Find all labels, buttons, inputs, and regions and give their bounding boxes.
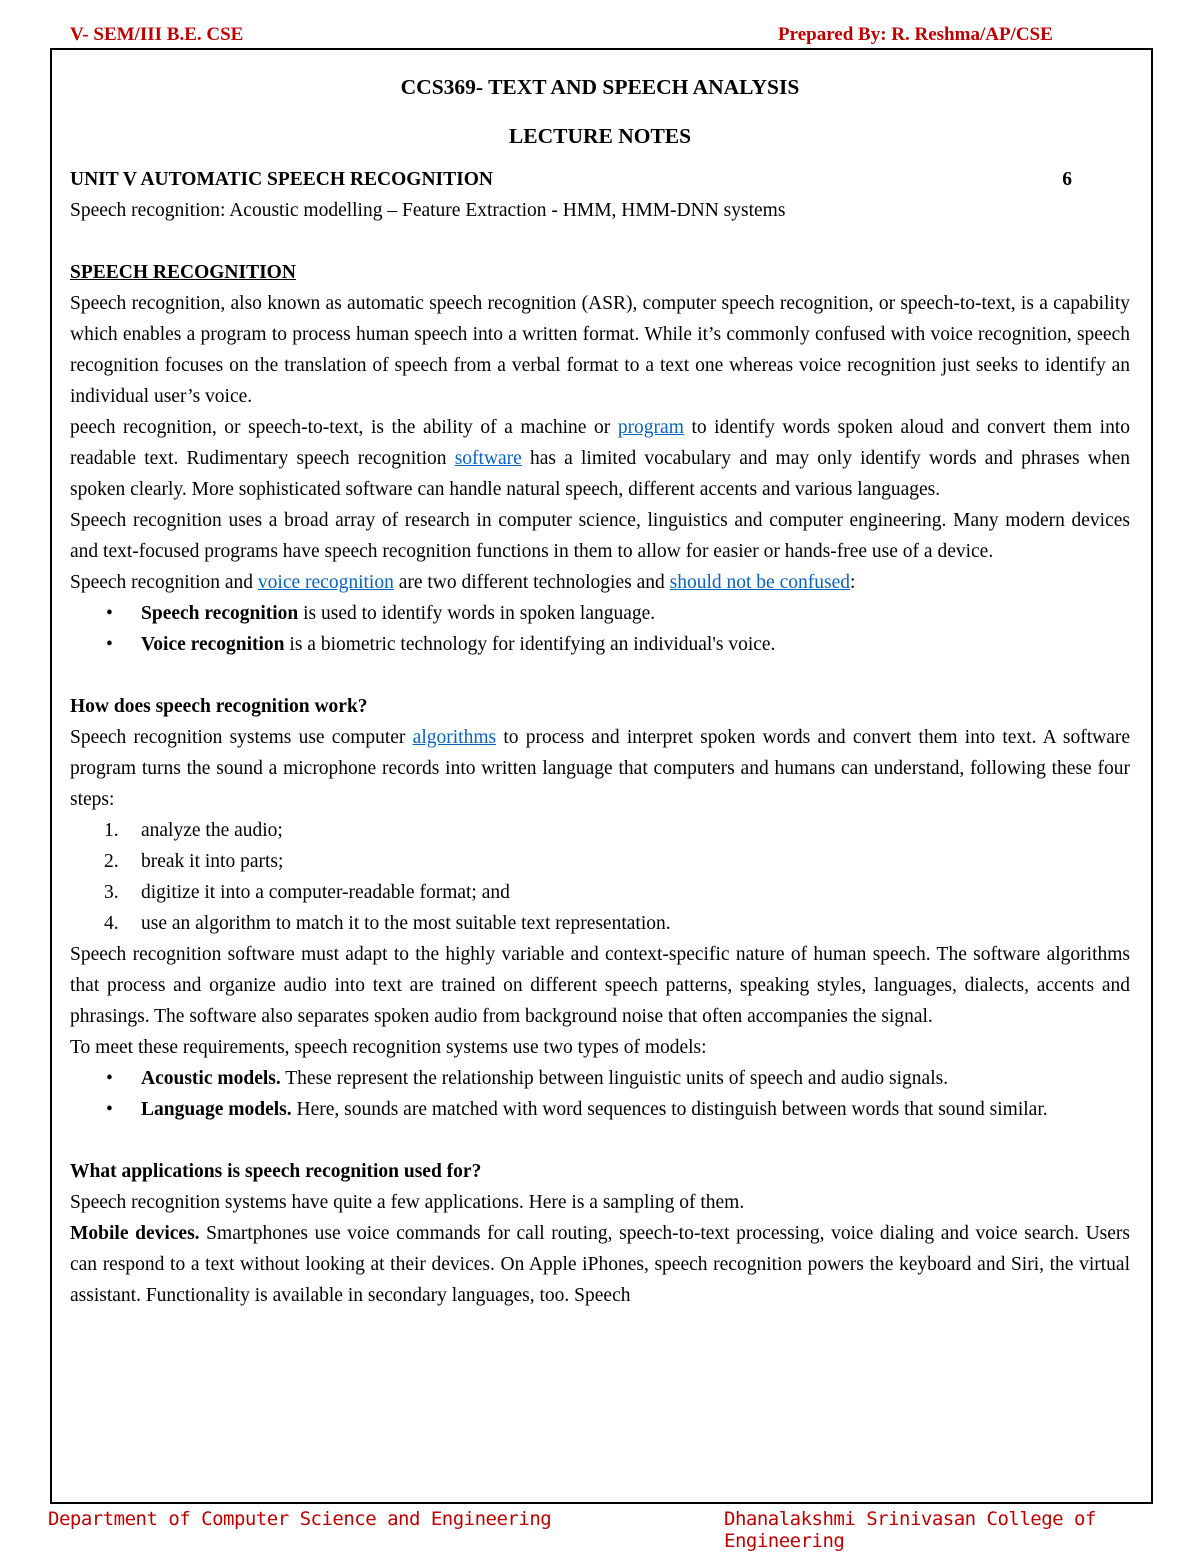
unit-title: UNIT V AUTOMATIC SPEECH RECOGNITION xyxy=(70,169,493,190)
link-should-not-be-confused[interactable]: should not be confused xyxy=(669,572,850,593)
footer-right: Dhanalakshmi Srinivasan College of Engineering xyxy=(724,1508,1096,1552)
bullet-icon: • xyxy=(106,634,113,655)
list-item: • Acoustic models. These represent the relationship between linguistic units of speech and audio signals. xyxy=(70,1063,1130,1094)
link-program[interactable]: program xyxy=(617,417,684,438)
link-voice-recognition[interactable]: voice recognition xyxy=(257,572,394,593)
paragraph: Speech recognition systems have quite a few applications. Here is a sampling of them. xyxy=(70,1192,745,1213)
footer-left: Department of Computer Science and Engineering xyxy=(48,1508,552,1530)
link-software[interactable]: software xyxy=(454,448,522,469)
link-algorithms[interactable]: algorithms xyxy=(412,727,497,748)
bullet-list xyxy=(70,598,1130,660)
paragraph: Speech recognition, also known as automatic speech recognition (ASR), computer speech recognition, or speech-to-text, is a capability which enables a program to process human speech into a written format. While it’s commonly confused with voice recognition, speech recognition focuses on the translation of speech from a verbal format to a text one whereas voice recognition just seeks to identify an individual user’s voice. xyxy=(70,293,1130,407)
bullet-icon: • xyxy=(106,603,113,624)
unit-heading xyxy=(70,164,1130,195)
header-left: V- SEM/III B.E. CSE xyxy=(70,24,244,45)
list-item: • Speech recognition is used to identify words in spoken language. xyxy=(70,598,1130,629)
list-item: • Voice recognition is a biometric technology for identifying an individual's voice. xyxy=(70,629,1130,660)
section-heading-speech-recognition: SPEECH RECOGNITION xyxy=(70,262,296,283)
paragraph: Speech recognition software must adapt to the highly variable and context-specific nature of human speech. The software algorithms that process and organize audio into text are trained on different speech patterns, speaking styles, languages, dialects, accents and phrasings. The software also separates spoken audio from background noise that often accompanies the signal. xyxy=(70,944,1130,1027)
unit-hours: 6 xyxy=(1062,169,1072,190)
paragraph: Mobile devices. Smartphones use voice commands for call routing, speech-to-text processing, voice dialing and voice search. Users can respond to a text without looking at their devices. On Apple iPhones, speech recognition powers the keyboard and Siri, the virtual assistant. Functionality is available in secondary languages, too. Speech xyxy=(70,1223,1131,1306)
paragraph: Speech recognition systems use computer algorithms to process and interpret spoken words and convert them into text. A software program turns the sound a microphone records into written language that computers and humans can understand, following these four steps: xyxy=(70,727,1130,810)
list-item: 3. digitize it into a computer-readable format; and xyxy=(104,882,510,903)
bullet-icon: • xyxy=(106,1068,113,1089)
paragraph: Speech recognition uses a broad array of research in computer science, linguistics and computer engineering. Many modern devices and text-focused programs have speech recognition functions in them to allow for easier or hands-free use of a device. xyxy=(70,510,1130,562)
unit-topics: Speech recognition: Acoustic modelling – Feature Extraction - HMM, HMM-DNN systems xyxy=(70,200,786,221)
course-title: CCS369- TEXT AND SPEECH ANALYSIS xyxy=(400,75,800,99)
section-heading-how-it-works: How does speech recognition work? xyxy=(70,696,368,717)
paragraph: Speech recognition and voice recognition are two different technologies and should not be confused: xyxy=(70,572,856,593)
page-content xyxy=(70,72,1130,1311)
paragraph: peech recognition, or speech-to-text, is the ability of a machine or program to identify words spoken aloud and convert them into readable text. Rudimentary speech recognition software has a limited vocabulary and may only identify words and phrases when spoken clearly. More sophisticated software can handle natural speech, different accents and various languages. xyxy=(70,417,1130,500)
paragraph: To meet these requirements, speech recognition systems use two types of models: xyxy=(70,1037,707,1058)
bullet-list xyxy=(70,1063,1130,1125)
bullet-icon: • xyxy=(106,1099,113,1120)
header-right: Prepared By: R. Reshma/AP/CSE xyxy=(778,24,1053,45)
list-item: 4. use an algorithm to match it to the most suitable text representation. xyxy=(104,913,671,934)
list-item: 1. analyze the audio; xyxy=(104,820,283,841)
section-heading-applications: What applications is speech recognition used for? xyxy=(70,1161,482,1182)
list-item: 2. break it into parts; xyxy=(104,851,284,872)
numbered-list xyxy=(70,815,1130,939)
list-item: • Language models. Here, sounds are matched with word sequences to distinguish between words that sound similar. xyxy=(70,1094,1130,1125)
notes-title: LECTURE NOTES xyxy=(508,124,692,148)
